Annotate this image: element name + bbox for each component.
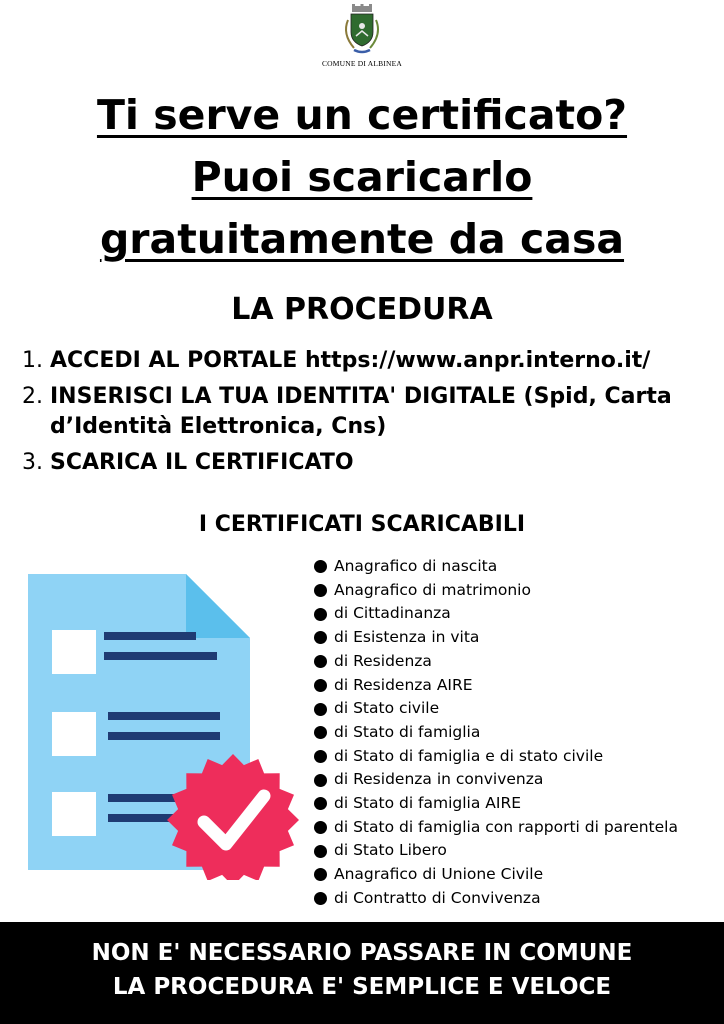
- logo-caption: COMUNE DI ALBINEA: [321, 59, 403, 68]
- bullet-icon: [314, 821, 327, 834]
- certificate-item: [314, 555, 678, 579]
- text-line: [108, 732, 220, 740]
- bullet-icon: [314, 750, 327, 763]
- checkbox-1: [52, 630, 96, 674]
- certificate-item-label: di Stato di famiglia con rapporti di parentela: [334, 817, 678, 836]
- procedure-steps: [22, 346, 722, 478]
- footer-line-2: LA PROCEDURA E' SEMPLICE E VELOCE: [112, 974, 612, 1000]
- certificate-item: [314, 768, 678, 792]
- certificates-title: I CERTIFICATI SCARICABILI: [198, 512, 526, 537]
- bullet-icon: [314, 868, 327, 881]
- checkbox-2: [52, 712, 96, 756]
- certificate-item: [314, 745, 678, 769]
- step-text: ACCEDI AL PORTALE https://www.anpr.interno.it/: [50, 348, 651, 373]
- step-number: 1.: [22, 348, 43, 373]
- certificate-item: [314, 697, 678, 721]
- certificate-item: [314, 674, 678, 698]
- certificate-item-label: Anagrafico di nascita: [334, 557, 498, 575]
- procedure-step: [22, 346, 722, 376]
- certificate-item: [314, 887, 678, 911]
- footer-line-1: NON E' NECESSARIO PASSARE IN COMUNE: [91, 940, 633, 966]
- certificate-item: [314, 579, 678, 603]
- certificate-item: [314, 602, 678, 626]
- text-line: [104, 652, 217, 660]
- procedure-step: [22, 382, 722, 442]
- bullet-icon: [314, 774, 327, 787]
- headline-line-2: Puoi scaricarlo: [191, 153, 533, 201]
- certificate-item: [314, 626, 678, 650]
- bullet-icon: [314, 845, 327, 858]
- document-fold: [186, 574, 250, 638]
- certificate-item-label: di Residenza in convivenza: [334, 770, 544, 789]
- certificate-item: [314, 721, 678, 745]
- bullet-icon: [314, 797, 327, 810]
- certificate-item: [314, 839, 678, 863]
- procedure-title: LA PROCEDURA: [231, 292, 493, 327]
- certificate-item-label: Anagrafico di Unione Civile: [334, 865, 544, 884]
- bullet-icon: [314, 560, 327, 573]
- headline-line-3: gratuitamente da casa: [99, 215, 625, 263]
- coat-of-arms-icon: [336, 4, 388, 58]
- certificate-item-label: di Residenza AIRE: [334, 675, 473, 694]
- bullet-icon: [314, 726, 327, 739]
- certificate-item: [314, 816, 678, 840]
- certificate-item-label: Anagrafico di matrimonio: [334, 580, 531, 599]
- bullet-icon: [314, 631, 327, 644]
- certificate-item-label: di Stato civile: [334, 699, 440, 718]
- certificate-document-icon: [18, 570, 308, 880]
- headline-line-1: Ti serve un certificato?: [96, 91, 628, 139]
- headline: [0, 84, 724, 270]
- bullet-icon: [314, 679, 327, 692]
- text-line: [104, 632, 196, 640]
- certificates-list: [314, 555, 678, 911]
- certificate-item-label: di Stato di famiglia e di stato civile: [334, 746, 604, 765]
- checkbox-3: [52, 792, 96, 836]
- certificate-item-label: di Stato di famiglia AIRE: [334, 794, 522, 813]
- bullet-icon: [314, 584, 327, 597]
- certificate-item-label: di Esistenza in vita: [334, 628, 480, 647]
- bullet-icon: [314, 892, 327, 905]
- step-text: INSERISCI LA TUA IDENTITA' DIGITALE (Spid, Carta d’Identità Elettronica, Cns): [50, 384, 672, 439]
- footer-banner: [0, 922, 724, 1024]
- certificate-item-label: di Contratto di Convivenza: [334, 888, 541, 907]
- bullet-icon: [314, 703, 327, 716]
- municipality-logo: [320, 4, 404, 76]
- step-text: SCARICA IL CERTIFICATO: [50, 450, 354, 475]
- certificate-item-label: di Stato Libero: [334, 841, 447, 860]
- certificate-item-label: di Stato di famiglia: [334, 722, 481, 741]
- procedure-step: [22, 448, 722, 478]
- bullet-icon: [314, 608, 327, 621]
- certificate-item: [314, 863, 678, 887]
- certificate-item: [314, 650, 678, 674]
- text-line: [108, 712, 220, 720]
- bullet-icon: [314, 655, 327, 668]
- step-number: 3.: [22, 450, 43, 475]
- certificate-item-label: di Cittadinanza: [334, 604, 451, 623]
- certificate-item: [314, 792, 678, 816]
- certificate-item-label: di Residenza: [334, 651, 432, 670]
- step-number: 2.: [22, 384, 43, 409]
